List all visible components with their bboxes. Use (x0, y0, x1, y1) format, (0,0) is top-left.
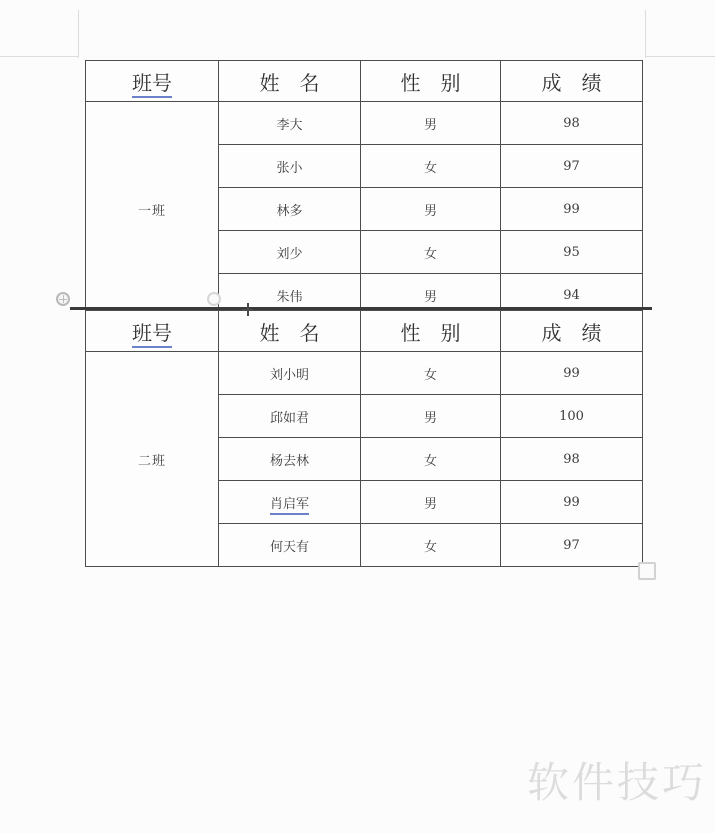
table-move-handle-icon[interactable] (56, 292, 70, 306)
cell-name[interactable]: 李大 (219, 102, 361, 145)
cell-name[interactable]: 朱伟 (219, 274, 361, 317)
table1-header-class[interactable] (86, 61, 219, 102)
crosshair-cursor-icon (242, 303, 253, 316)
cell-gender[interactable]: 男 (361, 102, 501, 145)
table1-header-score[interactable]: 成 绩 (501, 61, 643, 102)
cell-score[interactable]: 99 (501, 188, 643, 231)
cell-gender[interactable]: 男 (361, 481, 501, 524)
table2-header-gender[interactable]: 性 别 (361, 311, 501, 352)
cell-name[interactable]: 林多 (219, 188, 361, 231)
table-row (86, 102, 643, 145)
cell-name[interactable]: 杨去林 (219, 438, 361, 481)
score-table-class-one (85, 60, 643, 317)
cell-gender[interactable]: 女 (361, 352, 501, 395)
table2-header-class[interactable] (86, 311, 219, 352)
cell-name[interactable]: 何天有 (219, 524, 361, 567)
margin-mark-top-right-horizontal (645, 56, 715, 57)
cell-gender[interactable]: 男 (361, 188, 501, 231)
watermark-text: 软件技巧 (526, 758, 707, 807)
cell-name[interactable]: 邱如君 (219, 395, 361, 438)
cell-gender[interactable]: 女 (361, 231, 501, 274)
cell-score[interactable]: 98 (501, 102, 643, 145)
cell-score[interactable]: 97 (501, 524, 643, 567)
cell-name[interactable] (219, 481, 361, 524)
cell-score[interactable]: 99 (501, 352, 643, 395)
score-table-class-two (85, 310, 643, 567)
cell-gender[interactable]: 男 (361, 274, 501, 317)
cell-score[interactable]: 100 (501, 395, 643, 438)
cell-gender[interactable]: 女 (361, 438, 501, 481)
margin-mark-top-left-horizontal (0, 56, 78, 57)
table2-header-class-label: 班号 (132, 321, 172, 348)
cell-name[interactable]: 刘小明 (219, 352, 361, 395)
table2-header-score[interactable]: 成 绩 (501, 311, 643, 352)
table1-class-cell[interactable]: 一班 (86, 102, 219, 317)
table-row (86, 352, 643, 395)
margin-mark-top-right-vertical (645, 10, 646, 58)
cell-score[interactable]: 99 (501, 481, 643, 524)
table1-header-row (86, 61, 643, 102)
cell-score[interactable]: 95 (501, 231, 643, 274)
table2-header-row (86, 311, 643, 352)
table2-class-cell[interactable]: 二班 (86, 352, 219, 567)
underlined-name: 肖启军 (270, 497, 309, 515)
table-resize-handle[interactable] (638, 562, 656, 580)
cell-score[interactable]: 98 (501, 438, 643, 481)
table-handle-icon[interactable] (207, 292, 221, 306)
cell-score[interactable]: 97 (501, 145, 643, 188)
table1-header-name[interactable]: 姓 名 (219, 61, 361, 102)
cell-gender[interactable]: 女 (361, 145, 501, 188)
table1-header-gender[interactable]: 性 别 (361, 61, 501, 102)
table2-header-name[interactable]: 姓 名 (219, 311, 361, 352)
margin-mark-top-left-vertical (78, 10, 79, 58)
table1-header-class-label: 班号 (132, 71, 172, 98)
cell-score[interactable]: 94 (501, 274, 643, 317)
cell-gender[interactable]: 男 (361, 395, 501, 438)
cell-gender[interactable]: 女 (361, 524, 501, 567)
cell-name[interactable]: 刘少 (219, 231, 361, 274)
cell-name[interactable]: 张小 (219, 145, 361, 188)
